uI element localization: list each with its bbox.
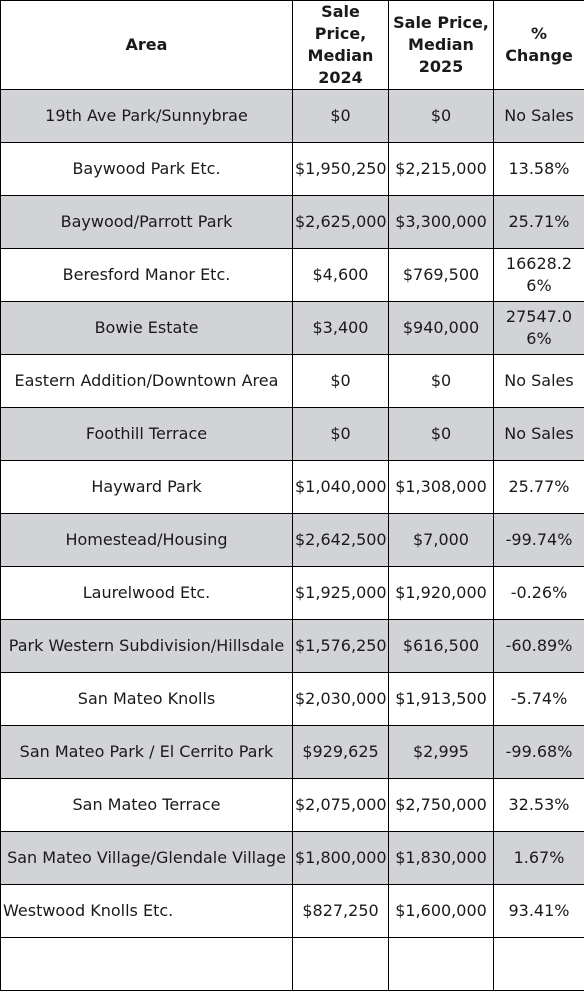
price-2024-cell: $1,925,000 [293,567,389,620]
change-cell: 1.67% [494,832,584,885]
table-row [1,249,584,302]
price-2024-cell: $2,642,500 [293,514,389,567]
header-price-2025: Sale Price, Median 2025 [389,1,494,90]
change-cell: No Sales [494,355,584,408]
price-2025-cell: $769,500 [389,249,494,302]
table-row [1,196,584,249]
price-2024-cell: $1,800,000 [293,832,389,885]
change-cell: 93.41% [494,885,584,938]
header-row [1,1,584,90]
change-cell: No Sales [494,90,584,143]
area-cell: Baywood/Parrott Park [1,196,293,249]
table-row [1,726,584,779]
area-cell: Baywood Park Etc. [1,143,293,196]
area-cell: San Mateo Park / El Cerrito Park [1,726,293,779]
area-cell: Homestead/Housing [1,514,293,567]
area-cell: San Mateo Terrace [1,779,293,832]
price-2025-cell: $7,000 [389,514,494,567]
area-cell: Westwood Knolls Etc. [1,885,293,938]
change-cell: 25.71% [494,196,584,249]
change-cell: -0.26% [494,567,584,620]
change-cell: -99.68% [494,726,584,779]
price-2024-cell: $1,950,250 [293,143,389,196]
price-2024-cell: $0 [293,355,389,408]
price-2024-cell: $1,576,250 [293,620,389,673]
area-cell: Eastern Addition/Downtown Area [1,355,293,408]
price-2025-cell: $3,300,000 [389,196,494,249]
header-price-2024: Sale Price, Median 2024 [293,1,389,90]
area-cell: Hayward Park [1,461,293,514]
header-change: % Change [494,1,584,90]
table-row [1,461,584,514]
empty-cell [494,938,584,991]
change-cell: 13.58% [494,143,584,196]
price-2025-cell: $2,215,000 [389,143,494,196]
price-2025-cell: $0 [389,355,494,408]
table-row [1,355,584,408]
price-2024-cell: $4,600 [293,249,389,302]
table-row [1,90,584,143]
price-2024-cell: $3,400 [293,302,389,355]
price-2025-cell: $1,913,500 [389,673,494,726]
price-2024-cell: $1,040,000 [293,461,389,514]
price-2025-cell: $940,000 [389,302,494,355]
price-2024-cell: $0 [293,408,389,461]
price-2024-cell: $929,625 [293,726,389,779]
change-cell: 27547.06% [494,302,584,355]
price-2025-cell: $0 [389,90,494,143]
price-2024-cell: $2,030,000 [293,673,389,726]
change-cell: -5.74% [494,673,584,726]
area-cell: Beresford Manor Etc. [1,249,293,302]
price-2024-cell: $2,625,000 [293,196,389,249]
price-2025-cell: $1,920,000 [389,567,494,620]
table-row [1,302,584,355]
price-2024-cell: $827,250 [293,885,389,938]
table-row [1,567,584,620]
empty-cell [1,938,293,991]
area-cell: Foothill Terrace [1,408,293,461]
price-2025-cell: $1,830,000 [389,832,494,885]
change-cell: 32.53% [494,779,584,832]
header-area: Area [1,1,293,90]
price-2025-cell: $1,308,000 [389,461,494,514]
price-2025-cell: $1,600,000 [389,885,494,938]
area-cell: Park Western Subdivision/Hillsdale [1,620,293,673]
empty-cell [389,938,494,991]
table-row [1,620,584,673]
change-cell: -60.89% [494,620,584,673]
change-cell: 16628.26% [494,249,584,302]
area-cell: 19th Ave Park/Sunnybrae [1,90,293,143]
table-row [1,832,584,885]
price-2024-cell: $2,075,000 [293,779,389,832]
empty-row [1,938,584,991]
empty-cell [293,938,389,991]
table-row [1,143,584,196]
table-row [1,779,584,832]
table-row [1,408,584,461]
change-cell: 25.77% [494,461,584,514]
price-2025-cell: $2,750,000 [389,779,494,832]
price-2025-cell: $2,995 [389,726,494,779]
table-row [1,514,584,567]
area-cell: Laurelwood Etc. [1,567,293,620]
change-cell: -99.74% [494,514,584,567]
area-cell: Bowie Estate [1,302,293,355]
area-cell: San Mateo Village/Glendale Village [1,832,293,885]
price-2025-cell: $616,500 [389,620,494,673]
area-cell: San Mateo Knolls [1,673,293,726]
table-row [1,885,584,938]
price-2024-cell: $0 [293,90,389,143]
price-2025-cell: $0 [389,408,494,461]
change-cell: No Sales [494,408,584,461]
table-row [1,673,584,726]
